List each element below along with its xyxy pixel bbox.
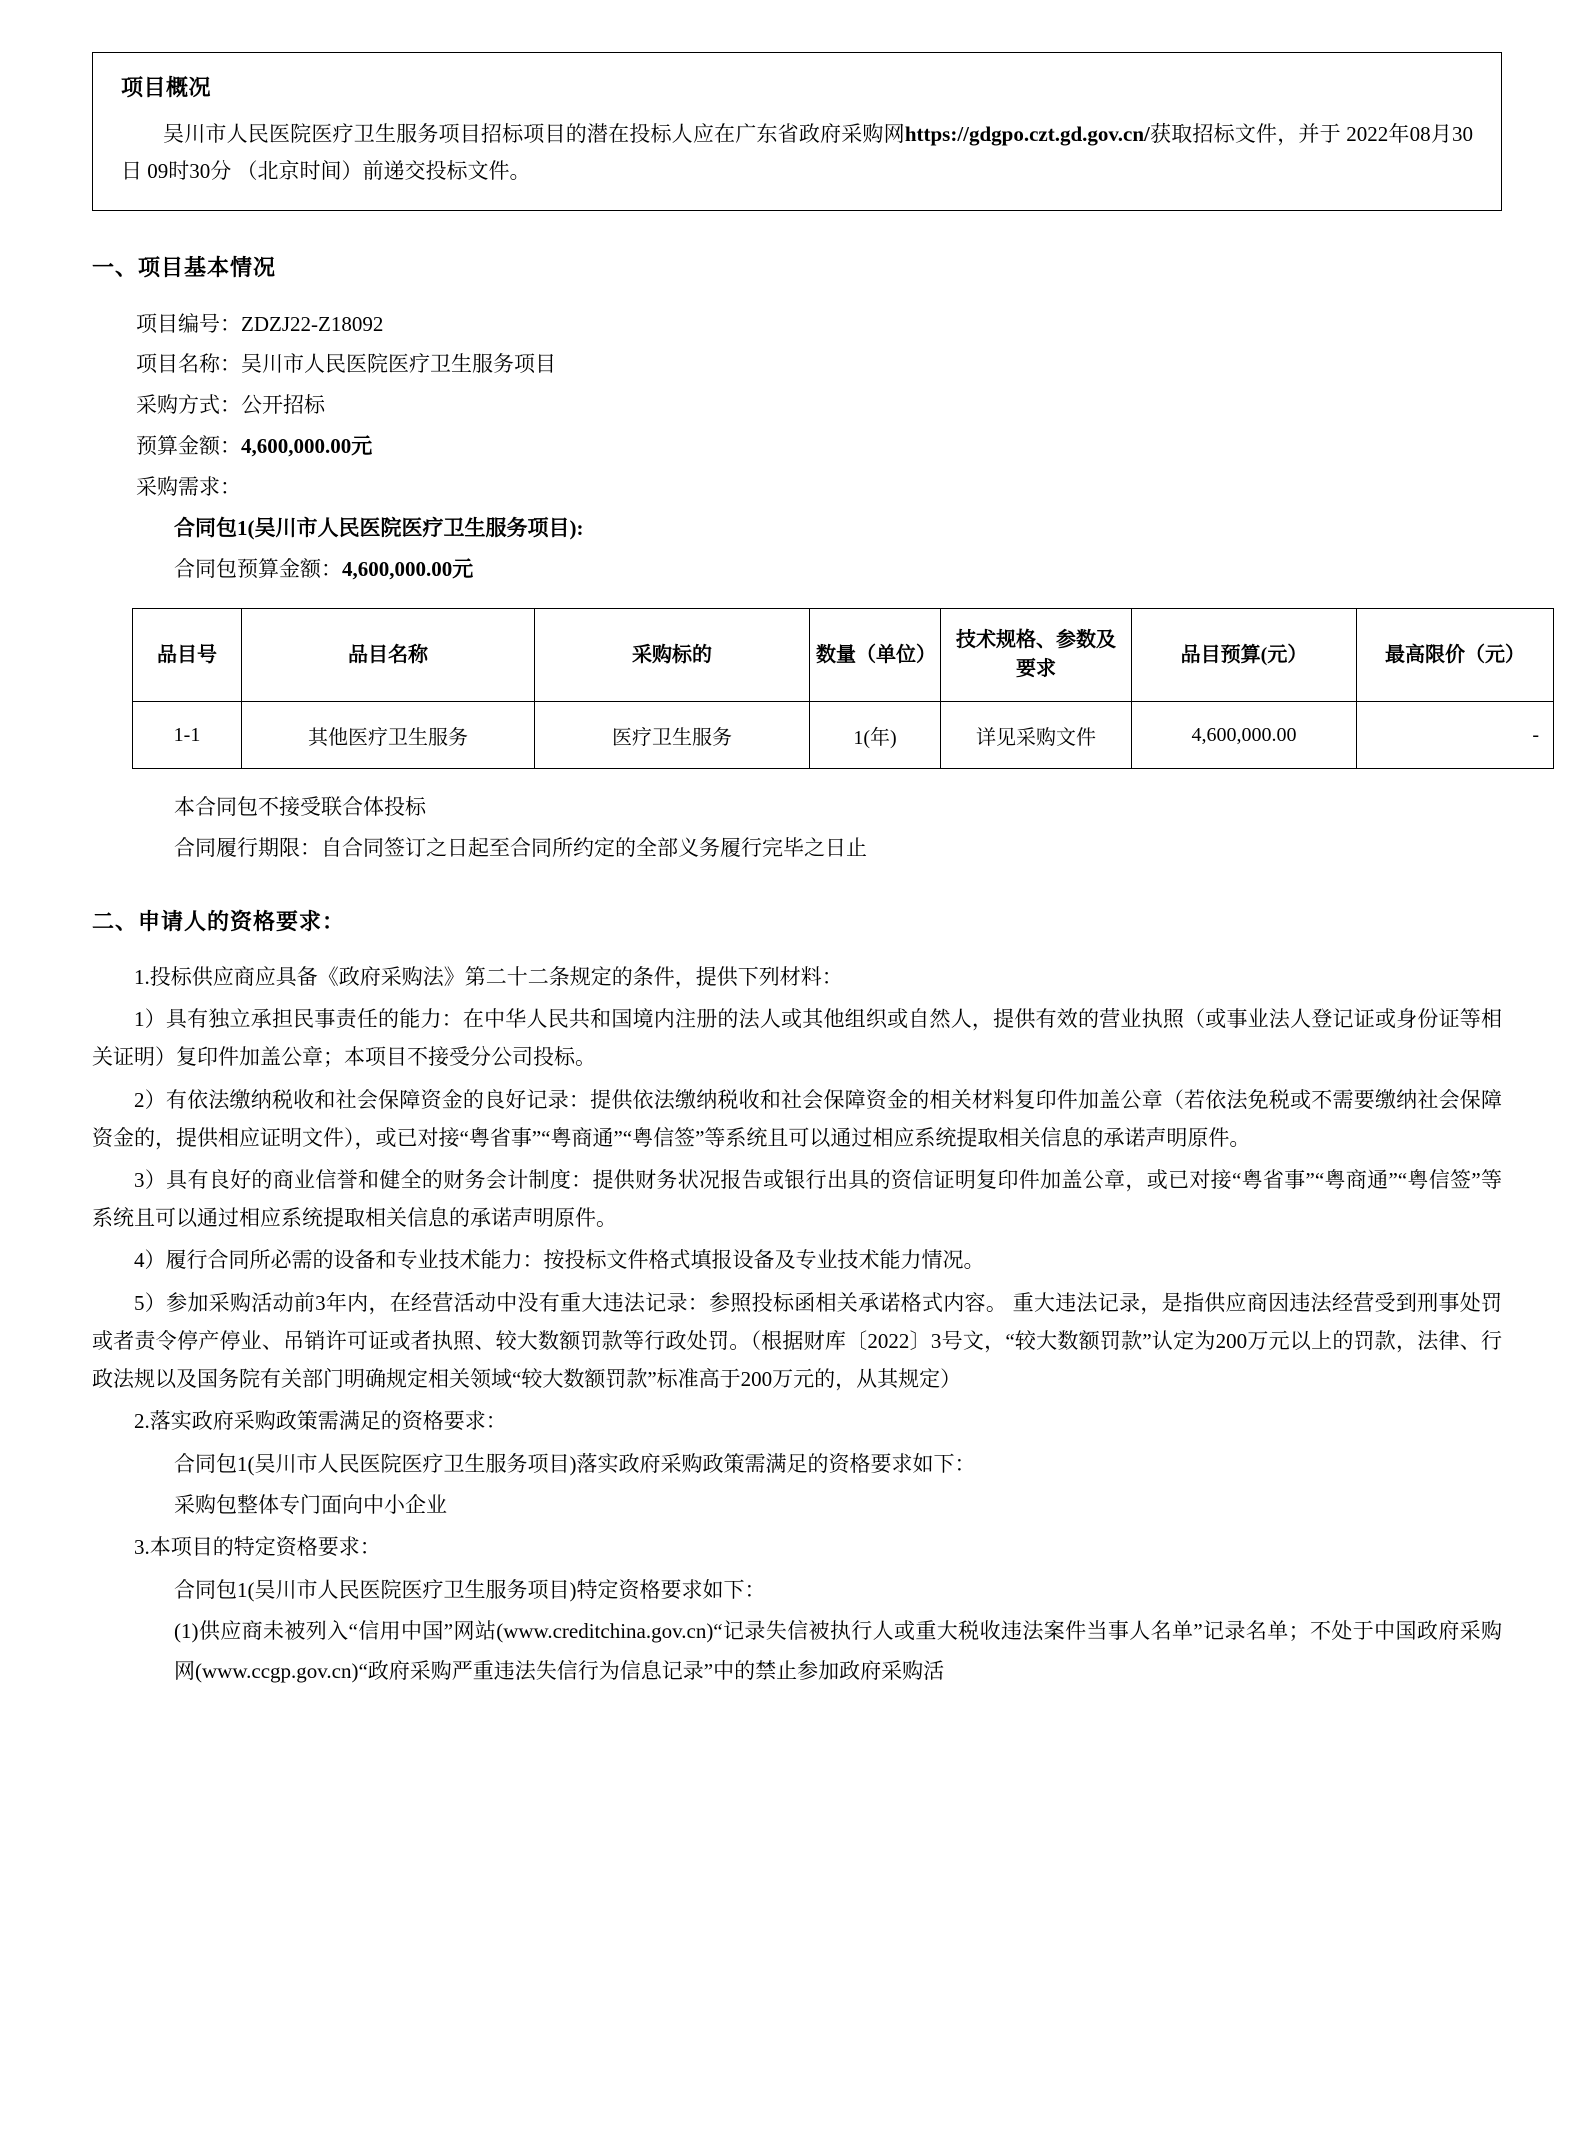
info-row-project-number <box>92 304 1502 345</box>
section-heading-qualification: 二、申请人的资格要求： <box>92 908 346 934</box>
label-requirements: 采购需求： <box>136 475 241 500</box>
goods-table <box>132 608 1554 769</box>
qualification-item-1-sub-1: 1）具有独立承担民事责任的能力：在中华人民共和国境内注册的法人或其他组织或自然人，提供有效的营业执照（或事业法人登记证或身份证等相关证明）复印件加盖公章；本项目不接受分公司投标。 <box>92 1007 1502 1070</box>
info-row-procurement-method <box>92 385 1502 426</box>
label-project-number: 项目编号： <box>136 311 241 336</box>
table-header-max-price: 最高限价（元） <box>1357 609 1554 702</box>
table-header-quantity: 数量（单位） <box>810 609 941 702</box>
label-budget: 预算金额： <box>136 434 241 459</box>
table-header-item-name: 品目名称 <box>242 609 535 702</box>
overview-text-after-url: 获取招标文件，并于 2022年08月30日 09时30分 （北京时间）前递交投标文件。 <box>121 122 1474 183</box>
package-title: 合同包1(吴川市人民医院医疗卫生服务项目): <box>174 516 584 541</box>
table-header-item-no: 品目号 <box>133 609 242 702</box>
label-procurement-method: 采购方式： <box>136 393 241 418</box>
overview-title: 项目概况 <box>121 75 212 100</box>
note-contract-duration: 合同履行期限：自合同签订之日起至合同所约定的全部义务履行完毕之日止 <box>174 836 867 860</box>
info-row-project-name <box>92 344 1502 385</box>
overview-text-before-url: 吴川市人民医院医疗卫生服务项目招标项目的潜在投标人应在广东省政府采购网 <box>163 122 905 146</box>
cell-item-no: 1-1 <box>133 702 242 769</box>
qualification-item-3-detail: (1)供应商未被列入“信用中国”网站(www.creditchina.gov.cn)“记录失信被执行人或重大税收违法案件当事人名单”记录名单；不处于中国政府采购网(www.ccgp.gov.cn)“政府采购严重违法失信行为信息记录”中的禁止参加政府采购活 <box>174 1619 1502 1684</box>
procurement-site-url[interactable]: https://gdgpo.czt.gd.gov.cn/ <box>904 122 1150 146</box>
cell-item-budget: 4,600,000.00 <box>1132 702 1357 769</box>
cell-item-name: 其他医疗卫生服务 <box>242 702 535 769</box>
label-project-name: 项目名称： <box>136 352 241 377</box>
table-header-subject: 采购标的 <box>535 609 810 702</box>
info-row-requirements <box>92 467 1502 508</box>
project-overview-box <box>92 52 1502 211</box>
table-row <box>133 702 1554 769</box>
section-heading-basic-info: 一、项目基本情况 <box>92 254 277 280</box>
qualification-item-1-sub-5: 5）参加采购活动前3年内，在经营活动中没有重大违法记录：参照投标函相关承诺格式内容。 重大违法记录，是指供应商因违法经营受到刑事处罚或者责令停产停业、吊销许可证或者执照、较大数额罚款等行政处罚。（根据财库〔2022〕3号文，“较大数额罚款”认定为200万元以上的罚款，法律、行政法规以及国务院有关部门明确规定相关领域“较大数额罚款”标准高于200万元的，从其规定） <box>92 1290 1502 1392</box>
package-budget-row <box>92 549 1502 590</box>
qualification-item-1-title: 1.投标供应商应具备《政府采购法》第二十二条规定的条件，提供下列材料： <box>134 964 843 989</box>
value-procurement-method: 公开招标 <box>241 393 325 418</box>
table-header-item-budget: 品目预算(元） <box>1132 609 1357 702</box>
info-row-budget <box>92 426 1502 467</box>
cell-quantity: 1(年) <box>810 702 941 769</box>
qualification-item-3-sub-1: 合同包1(吴川市人民医院医疗卫生服务项目)特定资格要求如下： <box>174 1577 766 1602</box>
note-no-consortium: 本合同包不接受联合体投标 <box>174 795 426 820</box>
qualification-item-2-title: 2.落实政府采购政策需满足的资格要求： <box>134 1409 507 1434</box>
label-package-budget: 合同包预算金额： <box>174 557 342 582</box>
value-package-budget: 4,600,000.00元 <box>342 557 474 582</box>
value-project-number: ZDZJ22-Z18092 <box>241 311 384 336</box>
cell-max-price: - <box>1357 702 1554 769</box>
qualification-item-1-sub-4: 4）履行合同所必需的设备和专业技术能力：按投标文件格式填报设备及专业技术能力情况。 <box>134 1248 985 1273</box>
cell-subject: 医疗卫生服务 <box>535 702 810 769</box>
qualification-item-2-sub-2: 采购包整体专门面向中小企业 <box>174 1493 447 1518</box>
table-header-spec: 技术规格、参数及要求 <box>941 609 1132 702</box>
qualification-item-1-sub-2: 2）有依法缴纳税收和社会保障资金的良好记录：提供依法缴纳税收和社会保障资金的相关材料复印件加盖公章（若依法免税或不需要缴纳社会保障资金的，提供相应证明文件），或已对接“粤省事”“粤商通”“粤信签”等系统且可以通过相应系统提取相关信息的承诺声明原件。 <box>92 1087 1502 1150</box>
qualification-item-3-title: 3.本项目的特定资格要求： <box>134 1535 381 1560</box>
overview-paragraph <box>121 116 1473 190</box>
cell-spec: 详见采购文件 <box>941 702 1132 769</box>
value-project-name: 吴川市人民医院医疗卫生服务项目 <box>241 352 556 377</box>
qualification-item-1-sub-3: 3）具有良好的商业信誉和健全的财务会计制度：提供财务状况报告或银行出具的资信证明复印件加盖公章，或已对接“粤省事”“粤商通”“粤信签”等系统且可以通过相应系统提取相关信息的承诺声明原件。 <box>92 1168 1502 1231</box>
qualification-item-2-sub-1: 合同包1(吴川市人民医院医疗卫生服务项目)落实政府采购政策需满足的资格要求如下： <box>174 1451 976 1476</box>
table-header-row <box>133 609 1554 702</box>
value-budget: 4,600,000.00元 <box>241 434 373 459</box>
